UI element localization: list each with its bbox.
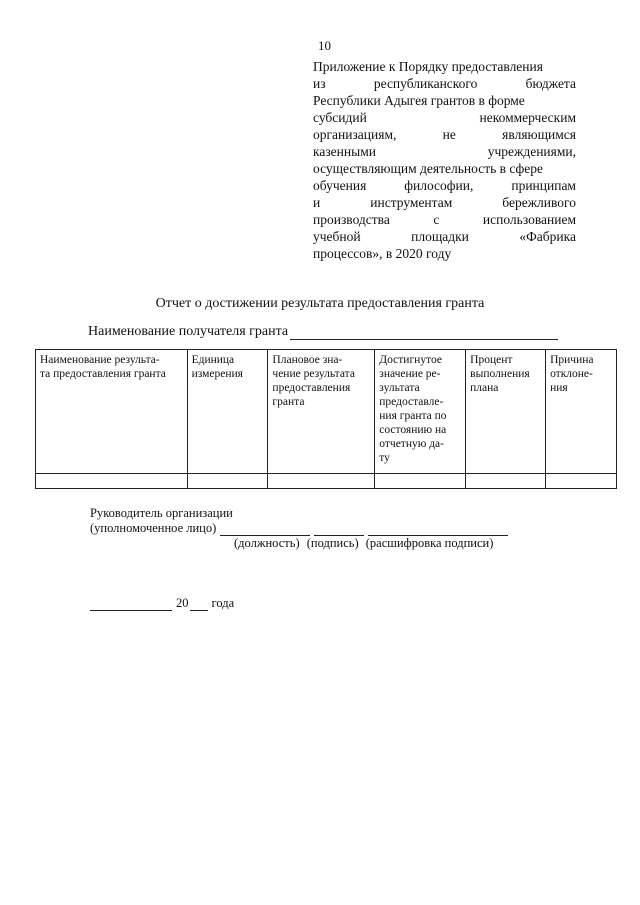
appendix-word: и	[313, 195, 321, 210]
signature-decoding-blank	[368, 523, 508, 536]
year-blank	[190, 598, 208, 611]
appendix-word: обучения	[313, 178, 367, 193]
appendix-line	[313, 75, 576, 92]
appendix-line: осуществляющим деятельность в сфере	[313, 161, 544, 176]
appendix-word: некоммерческим	[479, 110, 576, 125]
year-suffix: года	[211, 596, 235, 610]
table-cell	[546, 474, 617, 489]
appendix-line	[313, 109, 576, 126]
appendix-word: субсидий	[313, 110, 367, 125]
appendix-word: инструментам	[370, 195, 453, 210]
appendix-word: использованием	[482, 212, 576, 227]
recipient-name-row	[88, 324, 558, 340]
appendix-line	[313, 143, 576, 160]
appendix-word: «Фабрика	[519, 229, 576, 244]
appendix-word: учебной	[313, 229, 361, 244]
caption-signature: (подпись)	[306, 536, 359, 550]
signature-title: Руководитель организации	[90, 506, 233, 520]
table-row	[36, 474, 617, 489]
signature-block	[90, 506, 508, 536]
appendix-word: с	[433, 212, 440, 227]
date-line	[90, 596, 234, 611]
appendix-line	[313, 211, 576, 228]
year-prefix: 20	[176, 596, 189, 610]
header-result-name: Наименование результа- та предоставления гранта	[36, 350, 188, 474]
page-number: 10	[318, 38, 331, 53]
caption-position: (должность)	[234, 536, 300, 550]
appendix-word: философии,	[404, 178, 474, 193]
signature-captions	[234, 536, 497, 551]
table-cell	[268, 474, 375, 489]
appendix-line	[313, 228, 576, 245]
appendix-header	[313, 58, 576, 262]
appendix-word: площадки	[411, 229, 469, 244]
appendix-line	[313, 194, 576, 211]
report-table	[35, 349, 617, 489]
header-planned-value: Плановое зна- чение результата предоставления гранта	[268, 350, 375, 474]
recipient-name-blank	[290, 325, 558, 340]
header-deviation-reason: Причина отклоне- ния	[546, 350, 617, 474]
caption-decoding: (расшифровка подписи)	[365, 536, 494, 550]
appendix-line: Приложение к Порядку предоставления	[313, 59, 543, 74]
appendix-word: из	[313, 76, 326, 91]
appendix-line: процессов», в 2020 году	[313, 246, 452, 261]
appendix-line	[313, 177, 576, 194]
table-header-row	[36, 350, 617, 474]
appendix-word: бюджета	[525, 76, 576, 91]
date-blank	[90, 598, 172, 611]
table-cell	[187, 474, 268, 489]
appendix-line	[313, 126, 576, 143]
appendix-line: Республики Адыгея грантов в форме	[313, 93, 525, 108]
appendix-word: республиканского	[373, 76, 478, 91]
header-unit: Единица измерения	[187, 350, 268, 474]
appendix-word: производства	[313, 212, 390, 227]
signature-subtitle: (уполномоченное лицо)	[90, 521, 217, 535]
position-blank	[220, 523, 310, 536]
appendix-word: казенными	[313, 144, 376, 159]
appendix-word: бережливого	[502, 195, 576, 210]
header-achieved-value: Достигнутое значение ре- зультата предоставле- ния гранта по состоянию на отчетную да- ту	[375, 350, 466, 474]
signature-blank	[314, 523, 364, 536]
appendix-word: являющимся	[502, 127, 576, 142]
appendix-word: принципам	[511, 178, 576, 193]
table-cell	[36, 474, 188, 489]
appendix-word: учреждениями,	[487, 144, 576, 159]
report-title: Отчет о достижении результата предоставления гранта	[155, 296, 485, 311]
recipient-label: Наименование получателя гранта	[88, 324, 289, 339]
appendix-word: не	[442, 127, 456, 142]
appendix-word: организациям,	[313, 127, 397, 142]
table-cell	[466, 474, 546, 489]
header-plan-percent: Процент выполнения плана	[466, 350, 546, 474]
table-cell	[375, 474, 466, 489]
